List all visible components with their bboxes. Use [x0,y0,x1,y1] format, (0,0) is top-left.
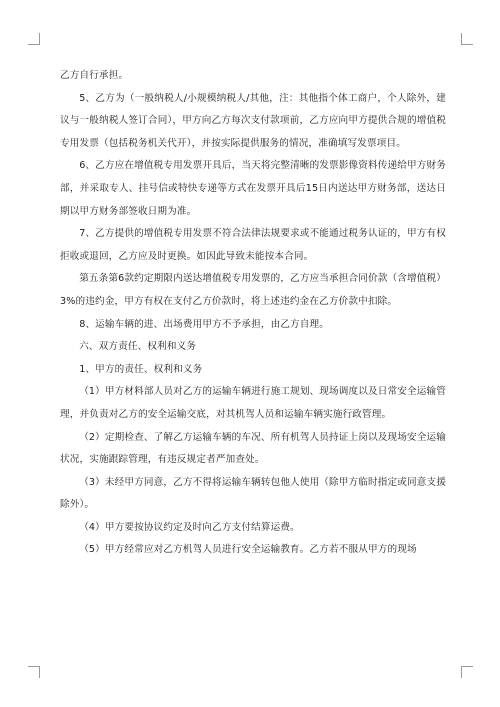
paragraph-article-5-penalty: 第五条第6款约定期限内送达增值税专用发票的，乙方应当承担合同价款（含增值税）3%的违约金，甲方有权在支付乙方价款时，将上述违约金在乙方价款中扣除。 [60,273,446,307]
subsection-heading-party-a: 1、甲方的责任、权利和义务 [79,363,203,375]
paragraph-item-5: （5）甲方经常应对乙方机驾人员进行安全运输教育。乙方若不服从甲方的现场 [79,544,417,556]
crop-mark-top-left [28,33,40,45]
paragraph-clause-7: 7、乙方提供的增值税专用发票不符合法律法规要求或不能通过税务认证的，甲方有权拒收或退回，乙方应及时更换。如因此导致未能按本合同。 [60,228,446,262]
paragraph-item-2: （2）定期检查、了解乙方运输车辆的车况、所有机驾人员持证上岗以及现场安全运输状况，实施跟踪管理，有违反规定者严加查处。 [60,431,446,466]
section-heading-6: 六、双方责任、权利和义务 [79,341,197,353]
paragraph-item-4: （4）甲方要按协议约定及时向乙方支付结算运费。 [79,521,300,533]
crop-mark-bottom-left [28,666,40,678]
paragraph-clause-6: 6、乙方应在增值税专用发票开具后，当天将完整清晰的发票影像资料传递给甲方财务部，并采取专人、挂号信或特快专递等方式在发票开具后15日内送达甲方财务部，送达日期以甲方财务部签收日期为准。 [60,160,446,217]
paragraph-clause-5: 5、乙方为（一般纳税人/小规模纳税人/其他，注：其他指个体工商户，个人除外，建议与一般纳税人签订合同），甲方向乙方每次支付款项前，乙方应向甲方提供合规的增值税专用发票（包括税务机关代开），并按实际提供服务的情况，准确填写发票项目。 [60,92,446,149]
document-body [60,65,446,562]
paragraph-item-1: （1）甲方材料部人员对乙方的运输车辆进行施工规划、现场调度以及日常安全运输管理，并负责对乙方的安全运输交底，对其机驾人员和运输车辆实施行政管理。 [60,386,446,420]
paragraph-continuation: 乙方自行承担。 [60,70,129,81]
crop-mark-top-right [461,33,473,45]
crop-mark-bottom-right [461,666,473,678]
paragraph-item-3: （3）未经甲方同意，乙方不得将运输车辆转包他人使用（除甲方临时指定或同意支援除外）。 [60,476,446,511]
paragraph-clause-8: 8、运输车辆的进、出场费用甲方不予承担，由乙方自理。 [79,318,330,330]
